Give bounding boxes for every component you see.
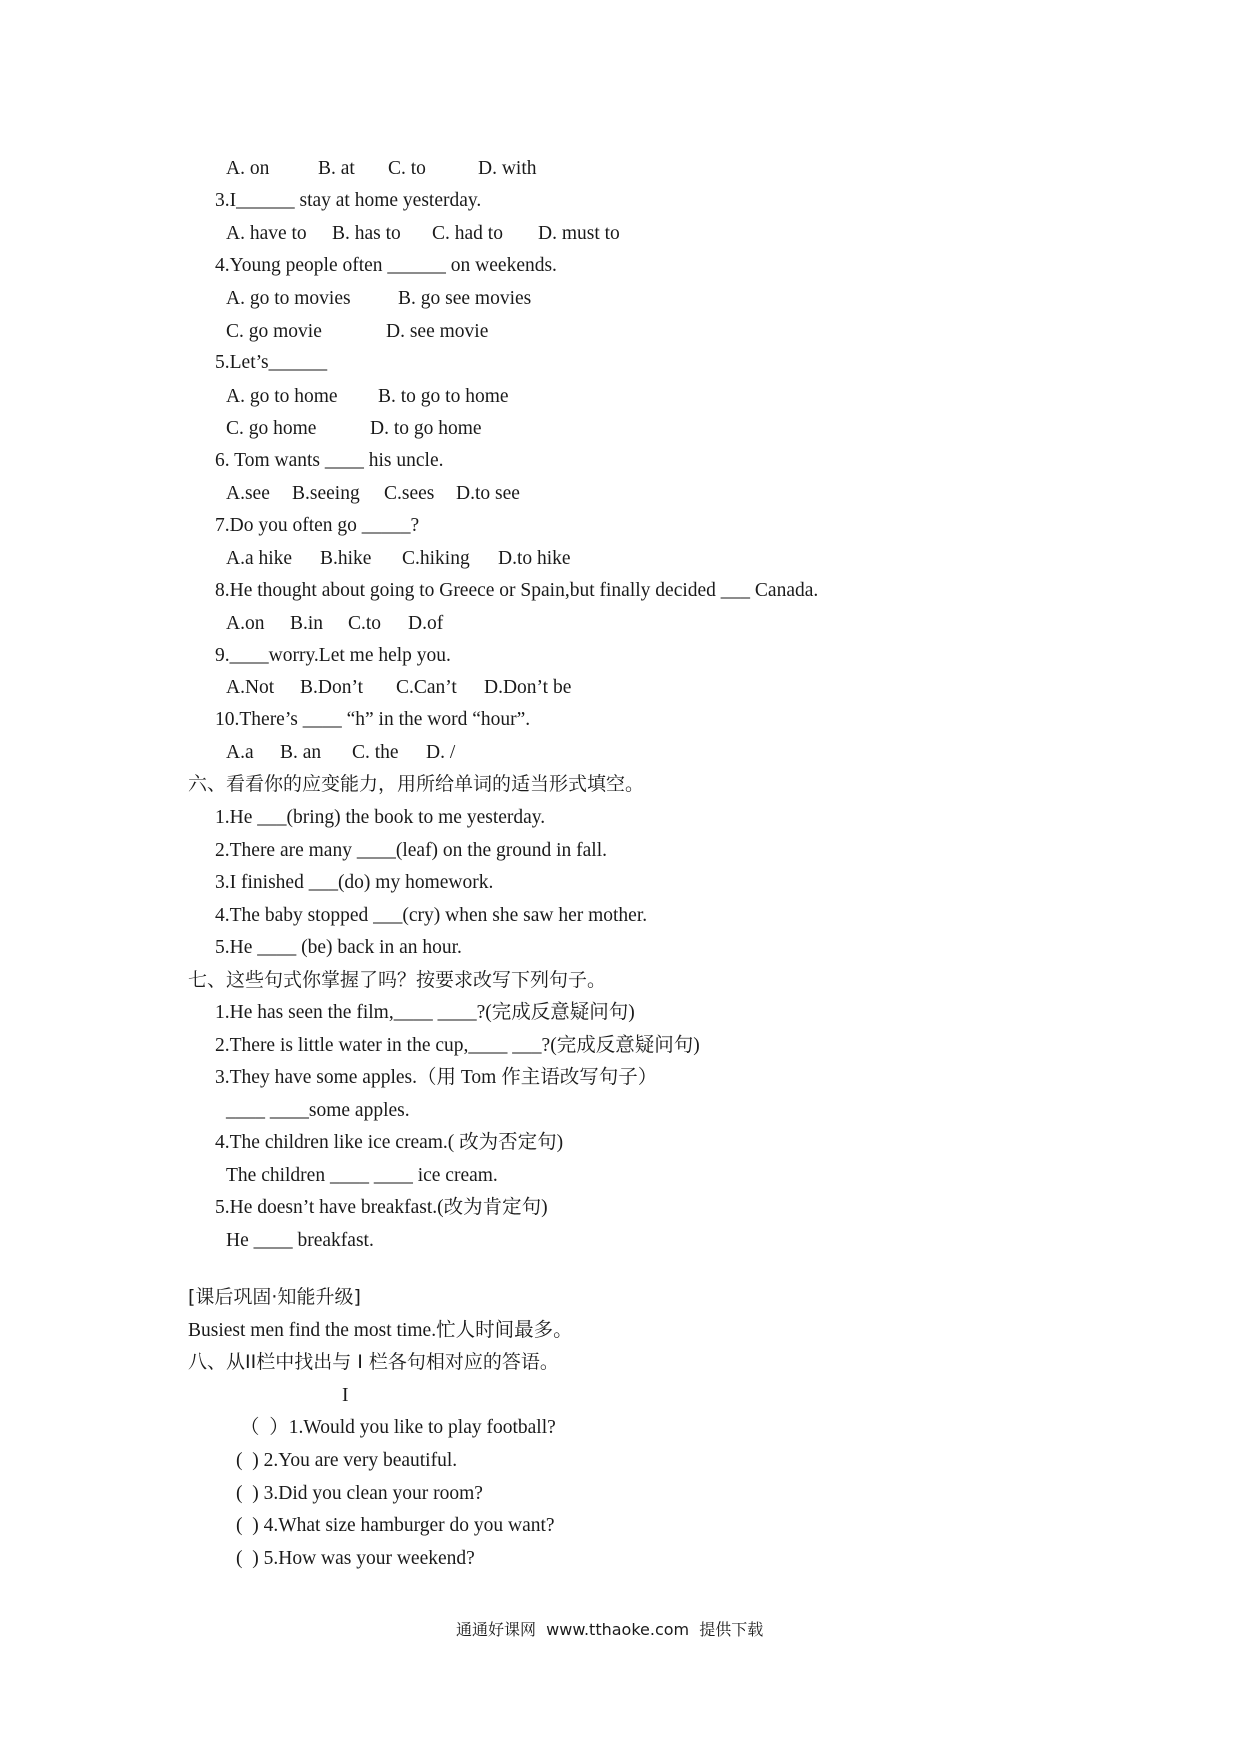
section6-heading: 六、看看你的应变能力，用所给单词的适当形式填空。 [188,773,645,795]
section8-item-4: ( ) 4.What size hamburger do you want? [236,1515,555,1536]
section7-item-4-answer: The children ____ ____ ice cream. [226,1165,498,1186]
section7-item-3-answer: ____ ____some apples. [226,1100,410,1121]
q10-option-d: D. / [426,742,456,763]
q8-stem: 8.He thought about going to Greece or Spain,but finally decided ___ Canada. [215,580,819,601]
q3-option-a: A. have to [226,223,307,244]
q10-option-a: A.a [226,742,254,763]
q6-option-c: C.sees [384,483,435,504]
section6-item-3: 3.I finished ___(do) my homework. [215,872,494,893]
q3-option-c: C. had to [432,223,503,244]
q8-option-b: B.in [290,613,324,634]
q9-option-b: B.Don’t [300,677,364,698]
q2-option-b: B. at [318,158,355,179]
section6-item-5: 5.He ____ (be) back in an hour. [215,937,462,958]
q7-option-a: A.a hike [226,548,293,569]
q5-stem: 5.Let’s______ [215,352,328,373]
section6-item-1: 1.He ___(bring) the book to me yesterday. [215,807,546,828]
section7-item-1: 1.He has seen the film,____ ____?(完成反意疑问句) [215,1002,635,1023]
section7-item-2: 2.There is little water in the cup,____ ___?(完成反意疑问句) [215,1035,700,1056]
section7-item-5-answer: He ____ breakfast. [226,1230,374,1251]
q9-stem: 9.____worry.Let me help you. [215,645,451,666]
section8-item-2: ( ) 2.You are very beautiful. [236,1450,458,1471]
q3-option-b: B. has to [332,223,401,244]
section8-heading: 八、从II栏中找出与 I 栏各句相对应的答语。 [188,1351,559,1373]
q7-option-d: D.to hike [498,548,571,569]
q5-option-b: B. to go to home [378,386,509,407]
q2-option-a: A. on [226,158,270,179]
q4-option-a: A. go to movies [226,288,351,309]
q7-option-b: B.hike [320,548,372,569]
q4-option-c: C. go movie [226,321,322,342]
proverb: Busiest men find the most time.忙人时间最多。 [188,1320,573,1341]
q9-option-c: C.Can’t [396,677,457,698]
q8-option-c: C.to [348,613,382,634]
q3-stem: 3.I______ stay at home yesterday. [215,190,482,211]
q3-option-d: D. must to [538,223,620,244]
q5-option-d: D. to go home [370,418,482,439]
q6-option-d: D.to see [456,483,520,504]
column-label-i: I [342,1385,349,1406]
section7-item-3: 3.They have some apples.（用 Tom 作主语改写句子） [215,1067,658,1088]
q4-option-b: B. go see movies [398,288,532,309]
q2-option-c: C. to [388,158,426,179]
q8-option-a: A.on [226,613,265,634]
section8-item-3: ( ) 3.Did you clean your room? [236,1483,483,1504]
q4-stem: 4.Young people often ______ on weekends. [215,255,557,276]
section6-item-4: 4.The baby stopped ___(cry) when she saw her mother. [215,905,648,926]
q6-stem: 6. Tom wants ____ his uncle. [215,450,444,471]
q6-option-a: A.see [226,483,270,504]
q10-option-b: B. an [280,742,322,763]
section7-item-4: 4.The children like ice cream.( 改为否定句) [215,1132,564,1153]
consolidation-tag: [课后巩固·知能升级] [188,1286,361,1308]
q7-option-c: C.hiking [402,548,470,569]
section8-item-5: ( ) 5.How was your weekend? [236,1548,475,1569]
section7-heading: 七、这些句式你掌握了吗？按要求改写下列句子。 [188,969,607,991]
q7-stem: 7.Do you often go _____? [215,515,420,536]
q5-option-a: A. go to home [226,386,338,407]
q6-option-b: B.seeing [292,483,360,504]
page-footer: 通通好课网 www.tthaoke.com 提供下载 [456,1620,764,1639]
q5-option-c: C. go home [226,418,317,439]
section8-item-1: （ ）1.Would you like to play football? [240,1417,556,1438]
q4-option-d: D. see movie [386,321,489,342]
q9-option-a: A.Not [226,677,275,698]
q10-stem: 10.There’s ____ “h” in the word “hour”. [215,709,531,730]
q2-option-d: D. with [478,158,537,179]
section6-item-2: 2.There are many ____(leaf) on the ground in fall. [215,840,608,861]
section7-item-5: 5.He doesn’t have breakfast.(改为肯定句) [215,1197,548,1218]
q10-option-c: C. the [352,742,399,763]
q8-option-d: D.of [408,613,444,634]
q9-option-d: D.Don’t be [484,677,572,698]
